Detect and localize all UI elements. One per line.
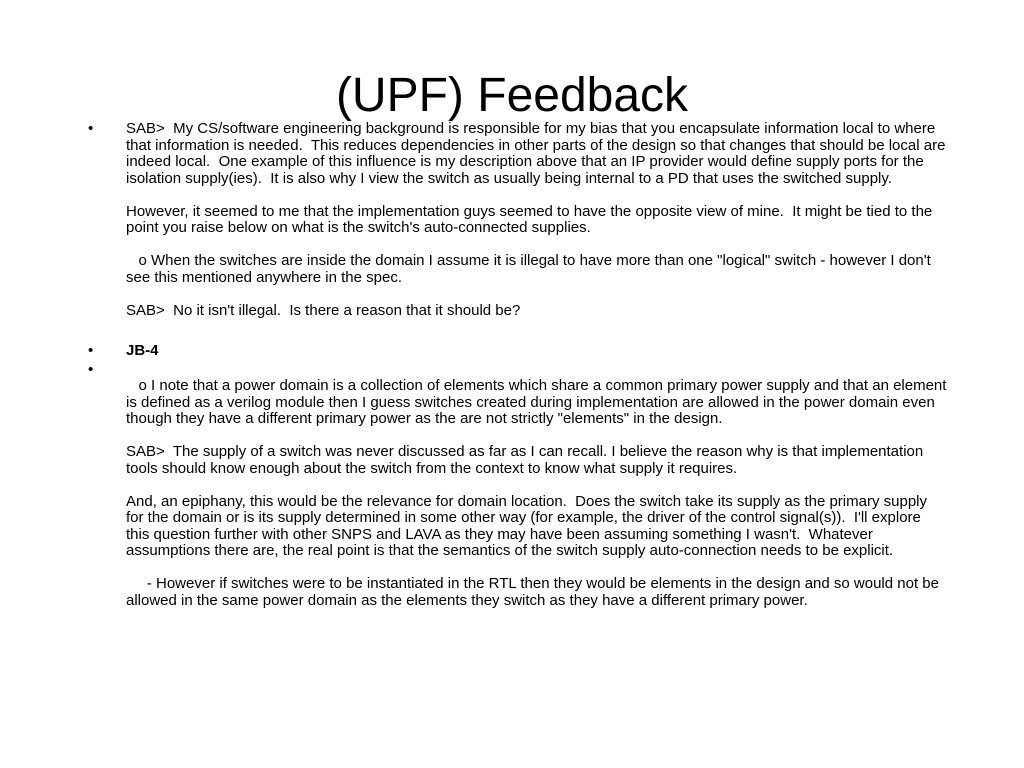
- bullet-list: [88, 120, 951, 609]
- bullet-paragraph: o I note that a power domain is a collection of elements which share a common primary power supply and that an element is defined as a verilog module then I guess switches created during implementation are allowed in the power domain even though they have a different primary power as the are not strictly "elements" in the design.: [126, 377, 951, 427]
- bullet-heading: JB-4: [126, 342, 159, 359]
- bullet-paragraph: - However if switches were to be instantiated in the RTL then they would be elements in the design and so would not be allowed in the same power domain as the elements they switch as they have a different primary power.: [126, 575, 944, 609]
- bullet-paragraph: And, an epiphany, this would be the relevance for domain location. Does the switch take its supply as the primary supply for the domain or is its supply determined in some other way (for example, the driver of the control signal(s)). I'll explore this question further with other SNPS and LAVA as they may have been assuming something I wasn't. Whatever assumptions there are, the real point is that the semantics of the switch supply auto-connection needs to be explicit.: [126, 492, 932, 559]
- bullet-paragraph: SAB> No it isn't illegal. Is there a reason that it should be?: [126, 301, 521, 319]
- bullet-item-jb4: [88, 343, 948, 360]
- slide-title: (UPF) Feedback: [335, 69, 689, 122]
- bullet-dot-icon: •: [88, 360, 94, 378]
- bullet-paragraph: o When the switches are inside the domain I assume it is illegal to have more than one "logical" switch - however I don't see this mentioned anywhere in the spec.: [126, 252, 935, 286]
- bullet-paragraph: However, it seemed to me that the implementation guys seemed to have the opposite view of mine. It might be tied to the point you raise below on what is the switch's auto-connected supplies.: [126, 202, 937, 236]
- bullet-paragraph: SAB> My CS/software engineering background is responsible for my bias that you encapsulate information local to where that information is needed. This reduces dependencies in other parts of the design so that changes that should be local are indeed local. One example of this influence is my description above that an IP provider would define supply ports for the isolation supply(ies). It is also why I view the switch as usually being internal to a PD that uses the switched supply.: [126, 120, 950, 187]
- bullet-item-notes: [88, 360, 951, 610]
- bullet-paragraph: SAB> The supply of a switch was never discussed as far as I can recall. I believe the reason why is that implementation tools should know enough about the switch from the context to know what supply it requires.: [126, 443, 928, 477]
- bullet-dot-icon: •: [88, 120, 94, 137]
- bullet-dot-icon: •: [88, 342, 94, 359]
- bullet-item-sab: [88, 121, 948, 319]
